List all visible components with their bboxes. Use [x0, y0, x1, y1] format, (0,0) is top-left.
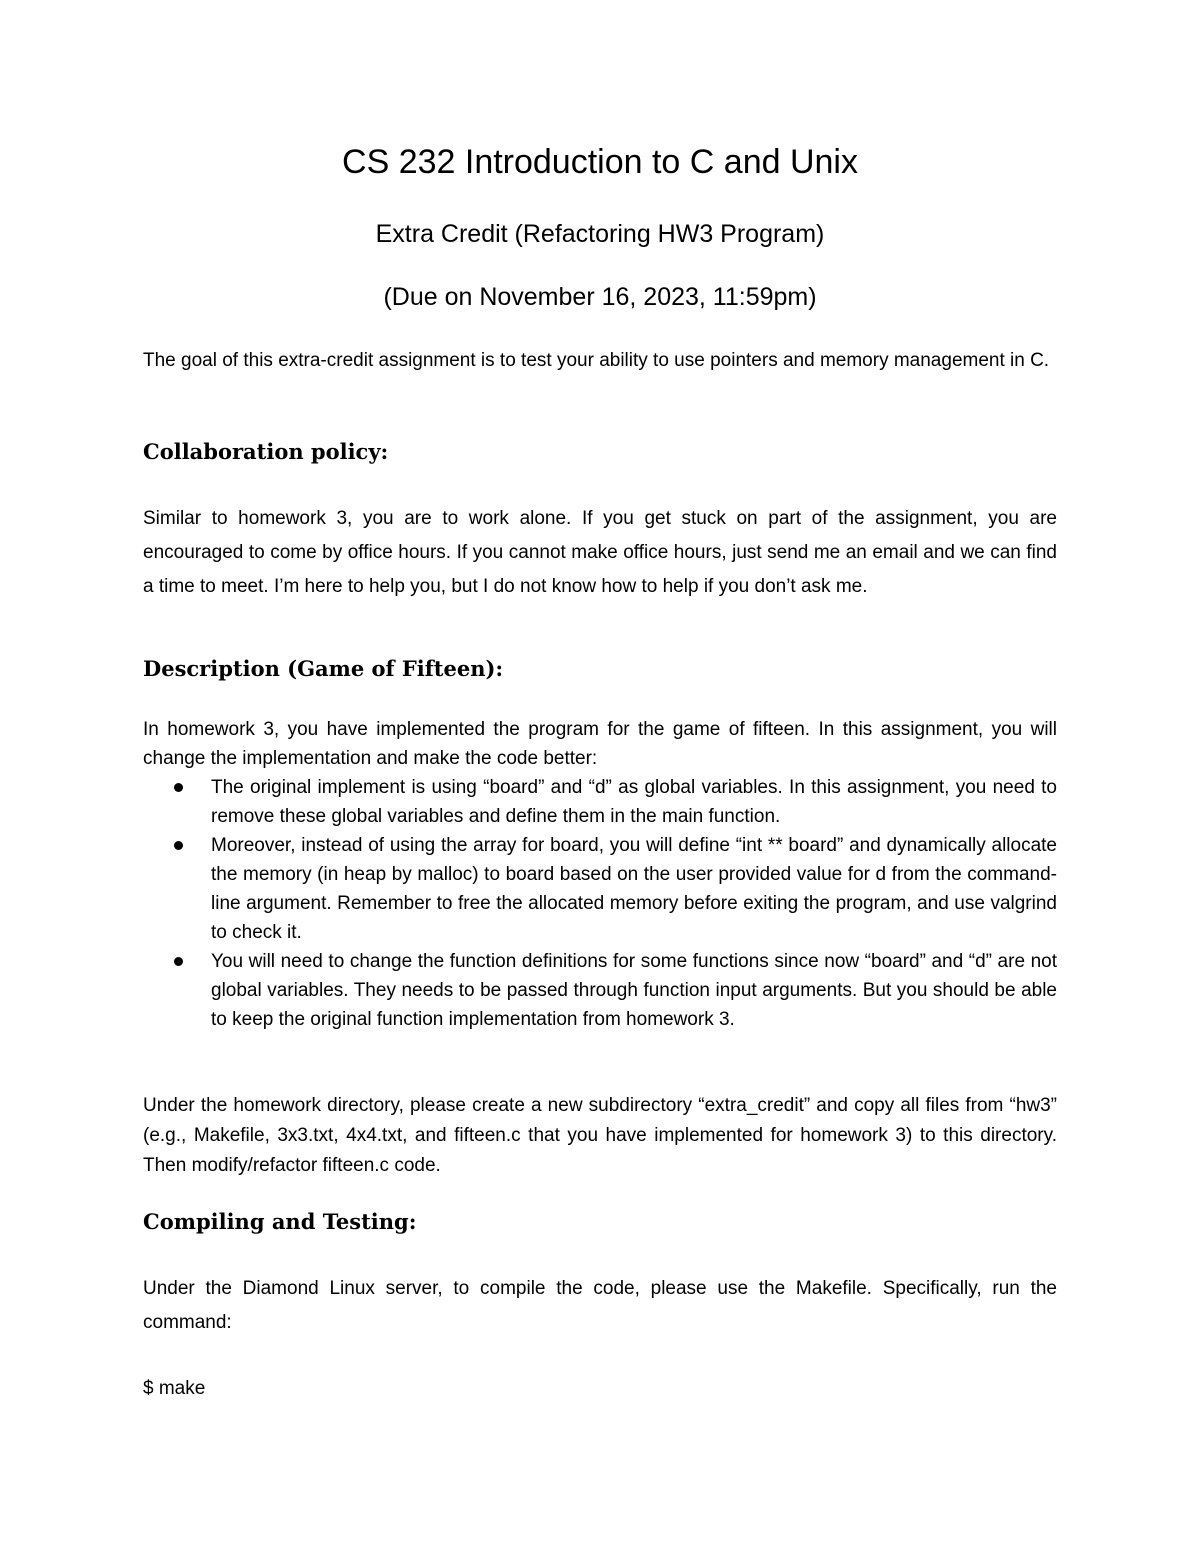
- due-date: (Due on November 16, 2023, 11:59pm): [383, 283, 817, 311]
- assignment-title: Extra Credit (Refactoring HW3 Program): [375, 220, 825, 248]
- list-item-text: You will need to change the function definitions for some functions since now “board” and “d” are not global variables. They needs to be passed through function input arguments. But you should be able to keep the original function implementation from homework 3.: [211, 951, 1057, 1030]
- collaboration-heading: Collaboration policy:: [143, 439, 389, 464]
- list-item: [143, 773, 1057, 831]
- course-title: CS 232 Introduction to C and Unix: [342, 143, 858, 181]
- compiling-paragraph: Under the Diamond Linux server, to compile the code, please use the Makefile. Specifically, run the command:: [143, 1278, 1057, 1333]
- list-item-text: Moreover, instead of using the array for board, you will define “int ** board” and dynamically allocate the memory (in heap by malloc) to board based on the user provided value for d from the command-line argument. Remember to free the allocated memory before exiting the program, and use valgrind to check it.: [211, 835, 1057, 943]
- bullet-icon: [174, 841, 183, 850]
- bullet-icon: [174, 957, 183, 966]
- description-intro: In homework 3, you have implemented the program for the game of fifteen. In this assignment, you will change the implementation and make the code better:: [143, 719, 1057, 769]
- make-command: $ make: [143, 1378, 206, 1399]
- list-item: [143, 947, 1057, 1034]
- intro-paragraph: The goal of this extra-credit assignment is to test your ability to use pointers and memory management in C.: [143, 350, 1050, 371]
- list-item-text: The original implement is using “board” and “d” as global variables. In this assignment, you need to remove these global variables and define them in the main function.: [211, 777, 1057, 827]
- description-heading: Description (Game of Fifteen):: [143, 656, 504, 681]
- directory-paragraph: Under the homework directory, please create a new subdirectory “extra_credit” and copy all files from “hw3” (e.g., Makefile, 3x3.txt, 4x4.txt, and fifteen.c that you have implemented for homework 3) to this directory. Then modify/refactor fifteen.c code.: [143, 1095, 1057, 1176]
- bullet-icon: [174, 783, 183, 792]
- requirements-list: [143, 773, 1057, 1034]
- list-item: [143, 831, 1057, 947]
- collaboration-paragraph: Similar to homework 3, you are to work alone. If you get stuck on part of the assignment, you are encouraged to come by office hours. If you cannot make office hours, just send me an email and we can find a time to meet. I’m here to help you, but I do not know how to help if you don’t ask me.: [143, 508, 1057, 597]
- compiling-heading: Compiling and Testing:: [143, 1209, 417, 1234]
